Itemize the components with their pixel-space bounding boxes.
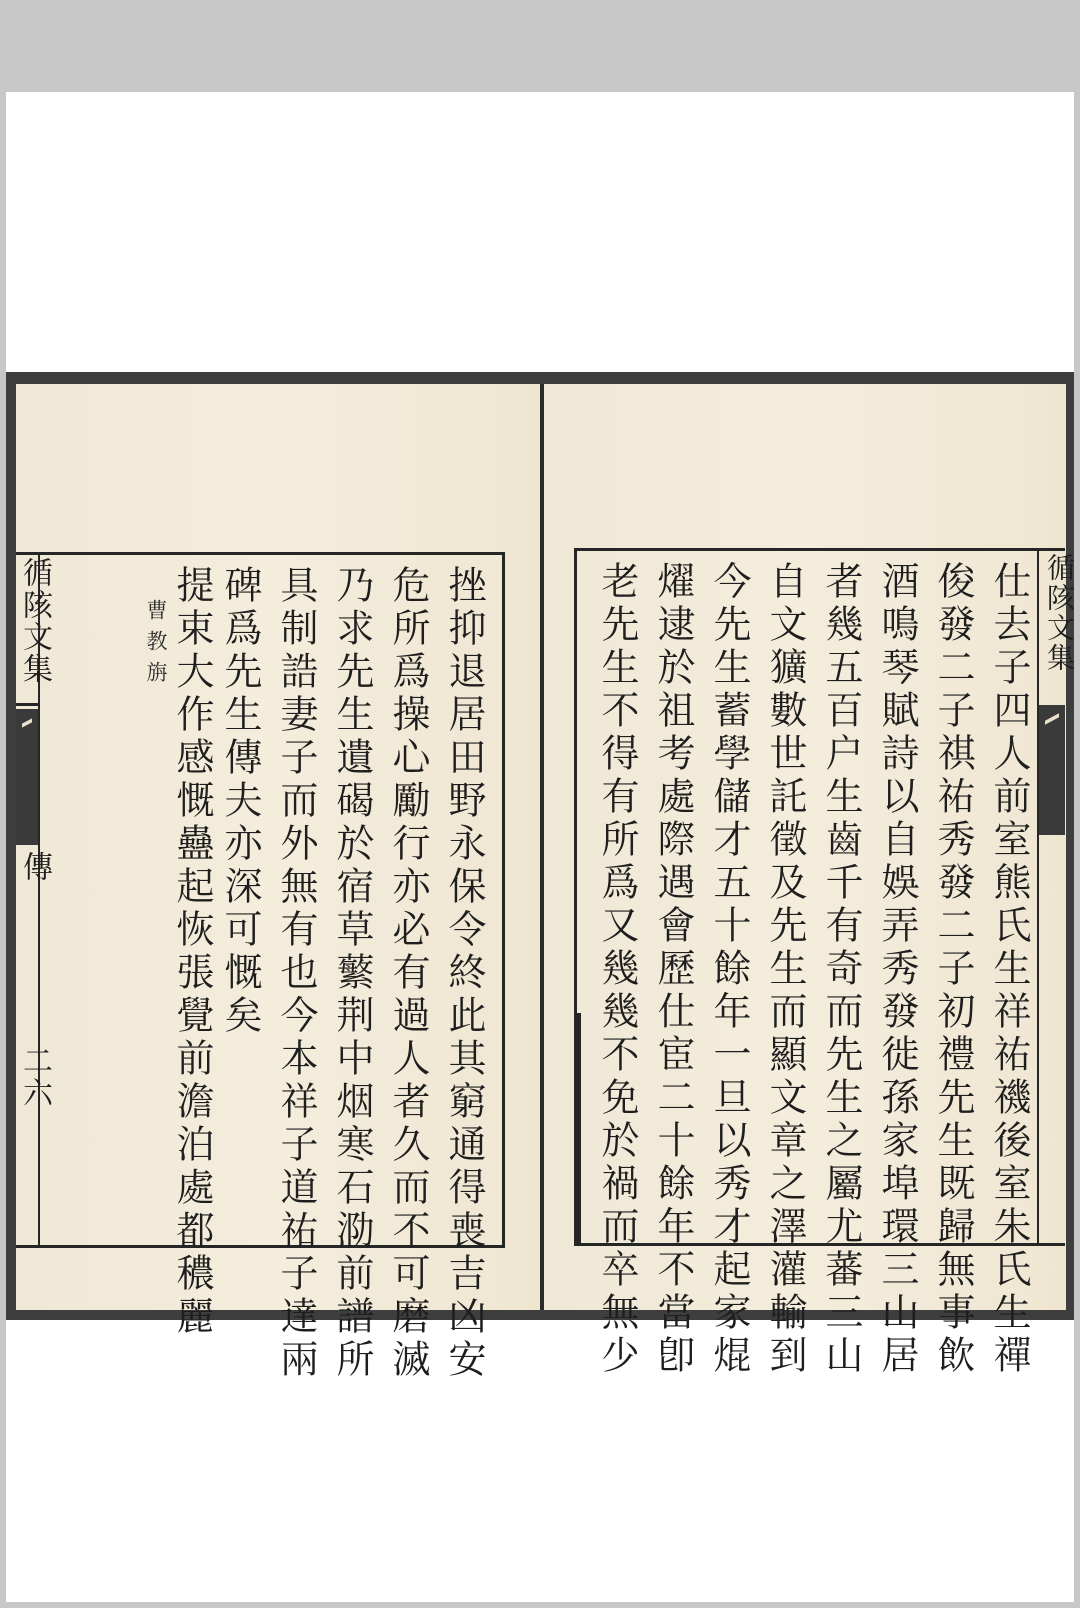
banxin-title: 循陔文集 — [17, 557, 52, 685]
right-page-frame — [574, 548, 1076, 1378]
banxin-page-number: 二六 — [17, 1045, 52, 1109]
text-column: 燿逮於祖考處際遇會歷仕宦二十餘年不當卽 — [651, 561, 695, 1378]
text-column: 碑爲先生傳夫亦深可慨矣 — [218, 565, 262, 1038]
right-page — [544, 384, 1076, 1378]
fish-tail-ornament — [1039, 705, 1065, 835]
banxin-upper-rule — [16, 703, 38, 706]
open-book — [6, 372, 1076, 1382]
text-column: 乃求先生遺碣於宿草蘩荆中烟寒石泐前譜所 — [330, 565, 374, 1382]
text-column: 今先生蓄學儲才五十餘年一旦以秀才起家焜 — [707, 561, 751, 1378]
fish-tail-ornament — [16, 709, 38, 845]
text-column: 自文獷數世託徵及先生而顯文章之澤灌輸到 — [763, 561, 807, 1378]
text-column: 提束大作感慨蠱起恢張覺前澹泊處都穠麗 — [170, 565, 214, 1339]
text-column: 老先生不得有所爲又幾幾不免於禍而卒無少 — [595, 561, 639, 1378]
text-column: 者幾五百户生齒千有奇而先生之屬尤蕃三山 — [819, 561, 863, 1378]
text-column: 俊發二子祺祐秀發二子初禮先生既歸無事飲 — [931, 561, 975, 1378]
banxin-section: 傳 — [17, 851, 52, 883]
text-column: 仕去子四人前室熊氏生祥祐禨後室朱氏生禪 — [987, 561, 1031, 1378]
text-column: 具制誥妻子而外無有也今本祥子道祐子達兩 — [274, 565, 318, 1382]
banxin-title: 循陔文集 — [1043, 553, 1076, 673]
text-column: 曹教旃 — [144, 599, 168, 692]
text-column: 危所爲操心勵行亦必有過人者久而不可磨滅 — [386, 565, 430, 1382]
frame-inner-rule — [577, 1013, 581, 1243]
text-column: 挫抑退居田野永保令終此其窮通得喪吉凶安 — [442, 565, 486, 1382]
left-page — [16, 384, 540, 1382]
left-page-frame — [16, 552, 505, 1382]
text-column: 酒鳴琴賦詩以自娛弄秀發徙孫家埠環三山居 — [875, 561, 919, 1378]
